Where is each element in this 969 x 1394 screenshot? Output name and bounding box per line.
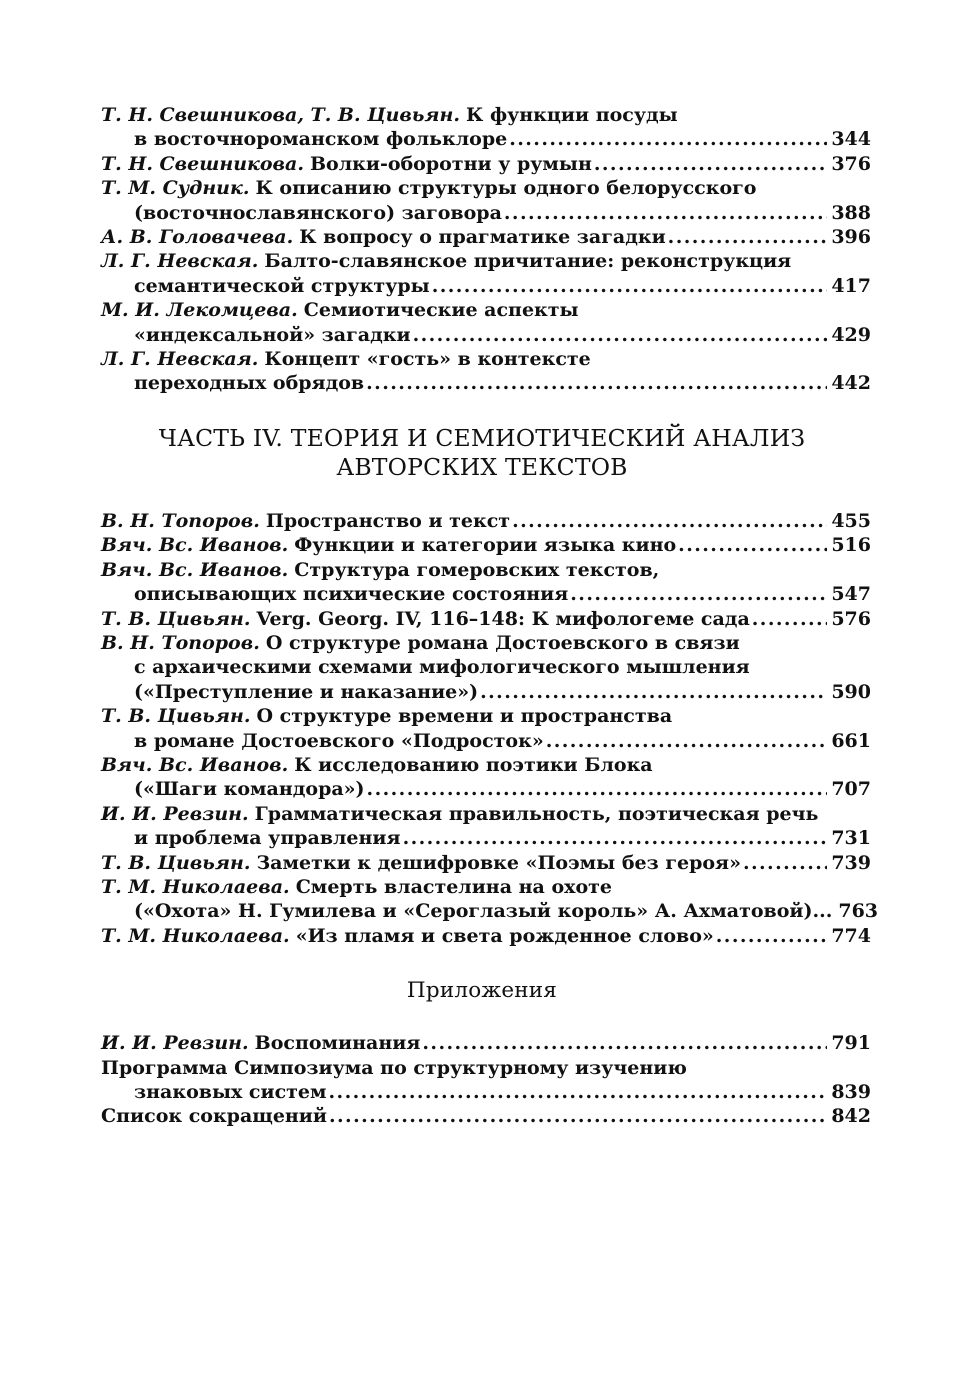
- toc-entry[interactable]: [101, 753, 871, 802]
- entry-title: Структура гомеровских текстов,: [294, 558, 660, 581]
- toc-entry[interactable]: [101, 704, 871, 753]
- toc-entry-line: [101, 1031, 871, 1055]
- entry-author: Л. Г. Невская.: [101, 348, 259, 371]
- toc-entry-line: [101, 924, 871, 948]
- entry-author: Т. М. Николаева.: [101, 875, 290, 898]
- entry-author: Вяч. Вс. Иванов.: [101, 753, 289, 776]
- page-number: 547: [831, 583, 871, 606]
- entry-title: К функции посуды: [466, 104, 678, 126]
- entry-title: Балто-славянское причитание: реконструкция: [264, 250, 792, 273]
- toc-entry-line: [101, 753, 871, 777]
- page-number: 739: [831, 851, 871, 874]
- entry-author: Л. Г. Невская.: [101, 250, 259, 273]
- entry-author: Т. В. Цивьян.: [101, 851, 251, 874]
- toc-entry-line: [101, 582, 871, 606]
- toc-entry-line: [101, 201, 871, 225]
- toc-entry[interactable]: [101, 802, 871, 851]
- entry-title: К вопросу о прагматике загадки: [299, 226, 666, 249]
- entry-title: семантической структуры: [134, 274, 430, 297]
- page-number: 376: [831, 152, 871, 175]
- entry-author: Вяч. Вс. Иванов.: [101, 558, 289, 581]
- entry-author: Т. М. Судник.: [101, 177, 250, 200]
- entry-title: и проблема управления: [134, 827, 401, 850]
- entry-title: Verg. Georg. IV, 116–148: К мифологеме сада: [256, 607, 750, 630]
- dot-leader: [594, 152, 827, 176]
- toc-entry-line: [101, 875, 871, 899]
- page-number: 429: [831, 323, 871, 346]
- entry-title: (восточнославянского) заговора: [134, 201, 502, 224]
- page-number: 576: [831, 607, 871, 630]
- dot-leader: [504, 201, 827, 225]
- dot-leader: [668, 225, 828, 249]
- dot-leader: [678, 533, 827, 557]
- page-number: 455: [831, 509, 871, 532]
- toc-entry[interactable]: [101, 607, 871, 631]
- dot-leader: [743, 851, 827, 875]
- toc-entry-line: [101, 1104, 871, 1128]
- entry-title: Заметки к дешифровке «Поэмы без героя»: [256, 851, 741, 874]
- entry-author: Вяч. Вс. Иванов.: [101, 534, 289, 557]
- page-number: 774: [831, 924, 871, 947]
- toc-entry-line: [101, 826, 871, 850]
- page-number: 590: [831, 680, 871, 703]
- page-number: 791: [831, 1032, 871, 1055]
- toc-entry-line: [101, 631, 871, 655]
- entry-title: Грамматическая правильность, поэтическая речь: [254, 802, 819, 825]
- toc-entry-line: [101, 323, 871, 347]
- toc-entry[interactable]: [101, 875, 879, 924]
- toc-entry-line: [101, 249, 871, 273]
- toc-entry-line: [101, 729, 871, 753]
- toc-entry-line: [101, 802, 871, 826]
- page-number: 396: [831, 226, 871, 249]
- dot-leader: [570, 582, 827, 606]
- entry-title: в восточнороманском фольклоре: [134, 128, 508, 151]
- entry-title: («Шаги командора»): [134, 778, 365, 801]
- toc-entry[interactable]: [101, 509, 871, 533]
- toc-entry[interactable]: [101, 924, 871, 948]
- dot-leader: [432, 274, 828, 298]
- entry-author: И. И. Ревзин.: [101, 802, 249, 825]
- dot-leader: [403, 826, 828, 850]
- entry-author: Т. В. Цивьян.: [101, 607, 251, 630]
- toc-entry[interactable]: [101, 249, 871, 298]
- toc-entry-line: [101, 274, 871, 298]
- toc-entry-line: [101, 655, 871, 679]
- entry-author: И. И. Ревзин.: [101, 1032, 249, 1055]
- entry-title: («Преступление и наказание»): [134, 680, 479, 703]
- page-number: 731: [831, 827, 871, 850]
- dot-leader: [329, 1104, 827, 1128]
- toc-entry-line: [101, 899, 879, 923]
- page-number: 707: [831, 778, 871, 801]
- entry-title: в романе Достоевского «Подросток»: [134, 729, 544, 752]
- entry-title: Концепт «гость» в контексте: [264, 348, 591, 371]
- entry-title: Список сокращений: [101, 1105, 327, 1128]
- entry-title: К исследованию поэтики Блока: [294, 753, 653, 776]
- page-number: 516: [831, 534, 871, 557]
- toc-entry-line: [101, 704, 871, 728]
- toc-entry-line: [101, 176, 871, 200]
- entry-title: К описанию структуры одного белорусского: [255, 177, 757, 200]
- toc-entry-line: [101, 225, 871, 249]
- entry-title: Программа Симпозиума по структурному изучению: [101, 1056, 687, 1079]
- entry-author: Т. М. Николаева.: [101, 924, 290, 947]
- toc-entry-line: [101, 103, 871, 127]
- entry-author: В. Н. Топоров.: [101, 509, 260, 532]
- entry-title: Воспоминания: [254, 1032, 421, 1055]
- entry-title: описывающих психические состояния: [134, 583, 569, 606]
- dot-leader: [413, 323, 828, 347]
- toc-entry-line: [101, 851, 871, 875]
- toc-entry[interactable]: [101, 1056, 871, 1105]
- section-heading: ЧАСТЬ IV. ТЕОРИЯ И СЕМИОТИЧЕСКИЙ АНАЛИЗ АВТОРСКИХ ТЕКСТОВ: [158, 423, 806, 481]
- entry-title: Пространство и текст: [265, 509, 511, 532]
- dot-leader: [329, 1080, 828, 1104]
- toc-entry-line: [101, 509, 871, 533]
- entry-title: Смерть властелина на охоте: [295, 875, 612, 898]
- toc-entry-line: [101, 1056, 871, 1080]
- toc-entry[interactable]: [101, 225, 871, 249]
- entry-title: с архаическими схемами мифологического мышления: [134, 656, 750, 679]
- entry-title: Функции и категории языка кино: [294, 534, 677, 557]
- toc-entry[interactable]: [101, 631, 871, 704]
- entry-title: знаковых систем: [134, 1081, 327, 1103]
- toc-entry[interactable]: [101, 1104, 871, 1128]
- dot-leader: [480, 680, 827, 704]
- page-number: 442: [831, 372, 871, 395]
- dot-leader: [752, 607, 828, 631]
- toc-entry-line: [101, 558, 871, 582]
- dot-leader: [512, 509, 827, 533]
- page-number: 842: [831, 1105, 871, 1128]
- entry-author: М. И. Лекомцева.: [101, 299, 298, 322]
- toc-entry[interactable]: [101, 347, 871, 396]
- toc-entry-line: [101, 533, 871, 557]
- toc-entry[interactable]: [101, 533, 871, 557]
- dot-leader: [509, 127, 827, 151]
- toc-entry-line: [101, 777, 871, 801]
- page-number: 344: [831, 128, 871, 151]
- entry-title: «индексальной» загадки: [134, 323, 411, 346]
- entry-title: Волки-оборотни у румын: [310, 152, 592, 175]
- toc-entry[interactable]: [101, 558, 871, 607]
- entry-title: «Из пламя и света рожденное слово»: [295, 924, 714, 947]
- toc-entry-line: [101, 152, 871, 176]
- page-number: 763: [838, 900, 879, 923]
- dot-leader: [367, 777, 828, 801]
- entry-title: О структуре времени и пространства: [256, 705, 673, 728]
- toc-entry-line: [101, 371, 871, 395]
- toc-entry-line: [101, 607, 871, 631]
- toc-entry-line: [101, 680, 871, 704]
- dot-leader: [716, 924, 828, 948]
- entry-author: Т. Н. Свешникова, Т. В. Цивьян.: [101, 104, 460, 126]
- entry-author: А. В. Головачева.: [101, 226, 294, 249]
- section-heading: Приложения: [406, 978, 558, 1004]
- page-number: 417: [831, 274, 871, 297]
- page-number: 388: [831, 201, 871, 224]
- entry-author: В. Н. Топоров.: [101, 631, 260, 654]
- toc-entry[interactable]: [101, 1031, 871, 1055]
- page-number: 661: [831, 729, 871, 752]
- toc-entry-line: [101, 347, 871, 371]
- toc-entry[interactable]: [101, 851, 871, 875]
- entry-title: («Охота» Н. Гумилева и «Сероглазый король» А. Ахматовой)...: [134, 900, 833, 923]
- toc-entry[interactable]: [101, 152, 871, 176]
- page-number: 839: [831, 1081, 871, 1103]
- dot-leader: [366, 371, 827, 395]
- toc-entry-line: [101, 1080, 871, 1104]
- entry-title: О структуре романа Достоевского в связи: [265, 631, 740, 654]
- entry-author: Т. Н. Свешникова.: [101, 152, 304, 175]
- entry-title: переходных обрядов: [134, 372, 365, 395]
- dot-leader: [422, 1031, 827, 1055]
- entry-title: Семиотические аспекты: [303, 299, 579, 322]
- toc-entry[interactable]: [101, 298, 871, 347]
- entry-author: Т. В. Цивьян.: [101, 705, 251, 728]
- toc-entry-line: [101, 127, 871, 151]
- dot-leader: [546, 729, 828, 753]
- toc-entry[interactable]: [101, 176, 871, 225]
- toc-entry-line: [101, 298, 871, 322]
- toc-entry[interactable]: [101, 103, 871, 152]
- table-of-contents: [101, 103, 879, 1129]
